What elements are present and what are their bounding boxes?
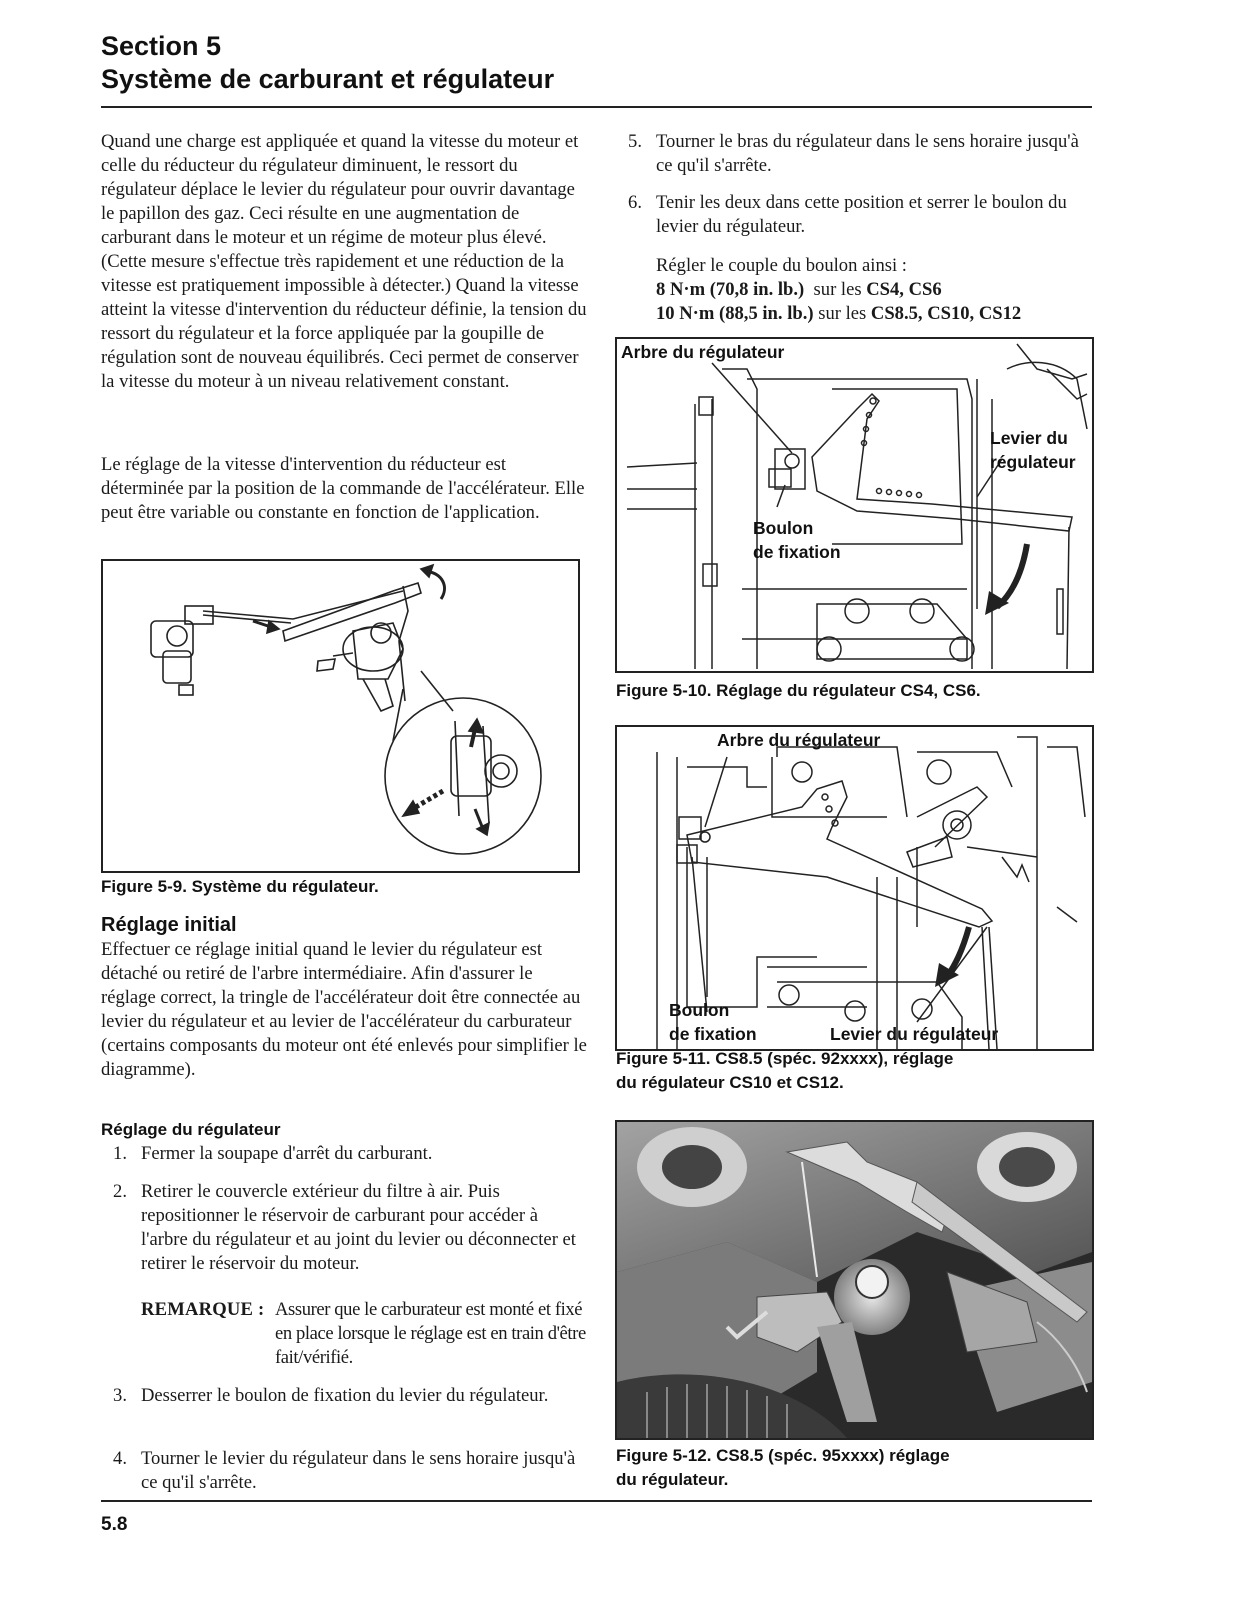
step-text: Tourner le levier du régulateur dans le sens horaire jusqu'à ce qu'il s'arrête. bbox=[141, 1448, 576, 1493]
step-number: 4. bbox=[113, 1448, 127, 1469]
figure-5-10-governor-adjustment bbox=[615, 337, 1094, 673]
figure-5-12-caption-line-2: du régulateur. bbox=[616, 1470, 729, 1489]
figure-5-9-caption: Figure 5-9. Système du régulateur. bbox=[101, 877, 379, 896]
figure-5-12-caption-line-1: Figure 5-12. CS8.5 (spéc. 95xxxx) réglage bbox=[616, 1446, 950, 1465]
page-number: 5.8 bbox=[101, 1514, 128, 1535]
step-text: Desserrer le boulon de fixation du levier du régulateur. bbox=[141, 1385, 549, 1406]
step-number: 1. bbox=[113, 1143, 127, 1164]
header-rule bbox=[101, 106, 1092, 108]
label-governor-lever-1: Levier du bbox=[990, 428, 1068, 448]
figure-5-10-drawing bbox=[617, 339, 1092, 671]
section-number: Section 5 bbox=[101, 31, 222, 61]
section-title: Système de carburant et régulateur bbox=[101, 64, 555, 94]
governor-photo-rendering bbox=[617, 1122, 1092, 1438]
note-label: REMARQUE : bbox=[141, 1299, 265, 1320]
torque-spec bbox=[656, 254, 1096, 326]
note-text: Assurer que le carburateur est monté et fixé en place lorsque le réglage est en train d'être fait/vérifié. bbox=[275, 1299, 586, 1368]
figure-5-9-governor-system bbox=[101, 559, 580, 873]
label-mounting-bolt-1: Boulon bbox=[753, 518, 814, 538]
figure-5-10-caption: Figure 5-10. Réglage du régulateur CS4, CS6. bbox=[616, 681, 981, 700]
governor-adjustment-heading: Réglage du régulateur bbox=[101, 1120, 281, 1139]
step-number: 2. bbox=[113, 1181, 127, 1202]
footer-rule bbox=[101, 1500, 1092, 1502]
initial-adjustment-text: Effectuer ce réglage initial quand le levier du régulateur est détaché ou retiré de l'arbre intermédiaire. Afin d'assurer le réglage correct, la tringle de l'accélérateur doit être connectée au levier du régulateur et au levier de l'accélérateur du carburateur (certains composants du moteur ont été enlevés pour simplifier le diagramme). bbox=[101, 939, 587, 1080]
torque-mid: sur les bbox=[813, 279, 862, 300]
torque-line-2 bbox=[656, 302, 1096, 326]
step-number: 6. bbox=[628, 192, 642, 213]
figure-5-11-governor-adjustment bbox=[615, 725, 1094, 1051]
step-number: 3. bbox=[113, 1385, 127, 1406]
label-mounting-bolt-2: de fixation bbox=[753, 542, 841, 562]
label-mounting-bolt-2: de fixation bbox=[669, 1024, 757, 1044]
paragraph-governor-operation: Quand une charge est appliquée et quand la vitesse du moteur et celle du réducteur du régulateur diminuent, le ressort du régulateur déplace le levier du régulateur pour ouvrir davantage le papillon des gaz. Ceci résulte en une augmentation de carburant dans le moteur et un régime de moteur plus élevé. (Cette mesure s'effectue très rapidement et une réduction de la vitesse est pratiquement impossible à détecter.) Quand la vitesse atteint la vitesse d'intervention du réducteur définie, la tension du ressort du régulateur et la force appliquée par la goupille de régulation sont de nouveau équilibrés. Ceci permet de conserver la vitesse du moteur à un niveau relativement constant. bbox=[101, 131, 587, 392]
torque-value: 10 N·m (88,5 in. lb.) bbox=[656, 303, 814, 324]
step-number: 5. bbox=[628, 131, 642, 152]
step-text: Tourner le bras du régulateur dans le sens horaire jusqu'à ce qu'il s'arrête. bbox=[656, 131, 1079, 176]
step-text: Tenir les deux dans cette position et serrer le boulon du levier du régulateur. bbox=[656, 192, 1067, 237]
torque-value: 8 N·m (70,8 in. lb.) bbox=[656, 279, 805, 300]
initial-adjustment-heading: Réglage initial bbox=[101, 914, 237, 936]
governor-system-drawing bbox=[103, 561, 578, 871]
label-mounting-bolt-1: Boulon bbox=[669, 1000, 730, 1020]
figure-5-11-caption-line-1: Figure 5-11. CS8.5 (spéc. 92xxxx), réglage bbox=[616, 1049, 954, 1068]
torque-line-1 bbox=[656, 278, 1096, 302]
torque-intro: Régler le couple du boulon ainsi : bbox=[656, 255, 907, 276]
label-governor-lever: Levier du régulateur bbox=[830, 1024, 999, 1044]
step-text: Retirer le couvercle extérieur du filtre à air. Puis repositionner le réservoir de carburant pour accéder à l'arbre du régulateur et au joint du levier ou déconnecter et retirer le réservoir du moteur. bbox=[141, 1181, 576, 1274]
label-governor-shaft: Arbre du régulateur bbox=[717, 730, 881, 750]
label-governor-shaft: Arbre du régulateur bbox=[621, 342, 785, 362]
figure-5-11-caption-line-2: du régulateur CS10 et CS12. bbox=[616, 1073, 844, 1092]
figure-5-12-photo bbox=[615, 1120, 1094, 1440]
step-text: Fermer la soupape d'arrêt du carburant. bbox=[141, 1143, 433, 1164]
torque-mid: sur les bbox=[818, 303, 867, 324]
paragraph-speed-setting: Le réglage de la vitesse d'intervention du réducteur est déterminée par la position de la commande de l'accélérateur. Elle peut être variable ou constante en fonction de l'application. bbox=[101, 454, 585, 523]
torque-models: CS4, CS6 bbox=[866, 279, 942, 300]
label-governor-lever-2: régulateur bbox=[990, 452, 1076, 472]
torque-models: CS8.5, CS10, CS12 bbox=[870, 303, 1022, 324]
page-header bbox=[101, 30, 554, 96]
